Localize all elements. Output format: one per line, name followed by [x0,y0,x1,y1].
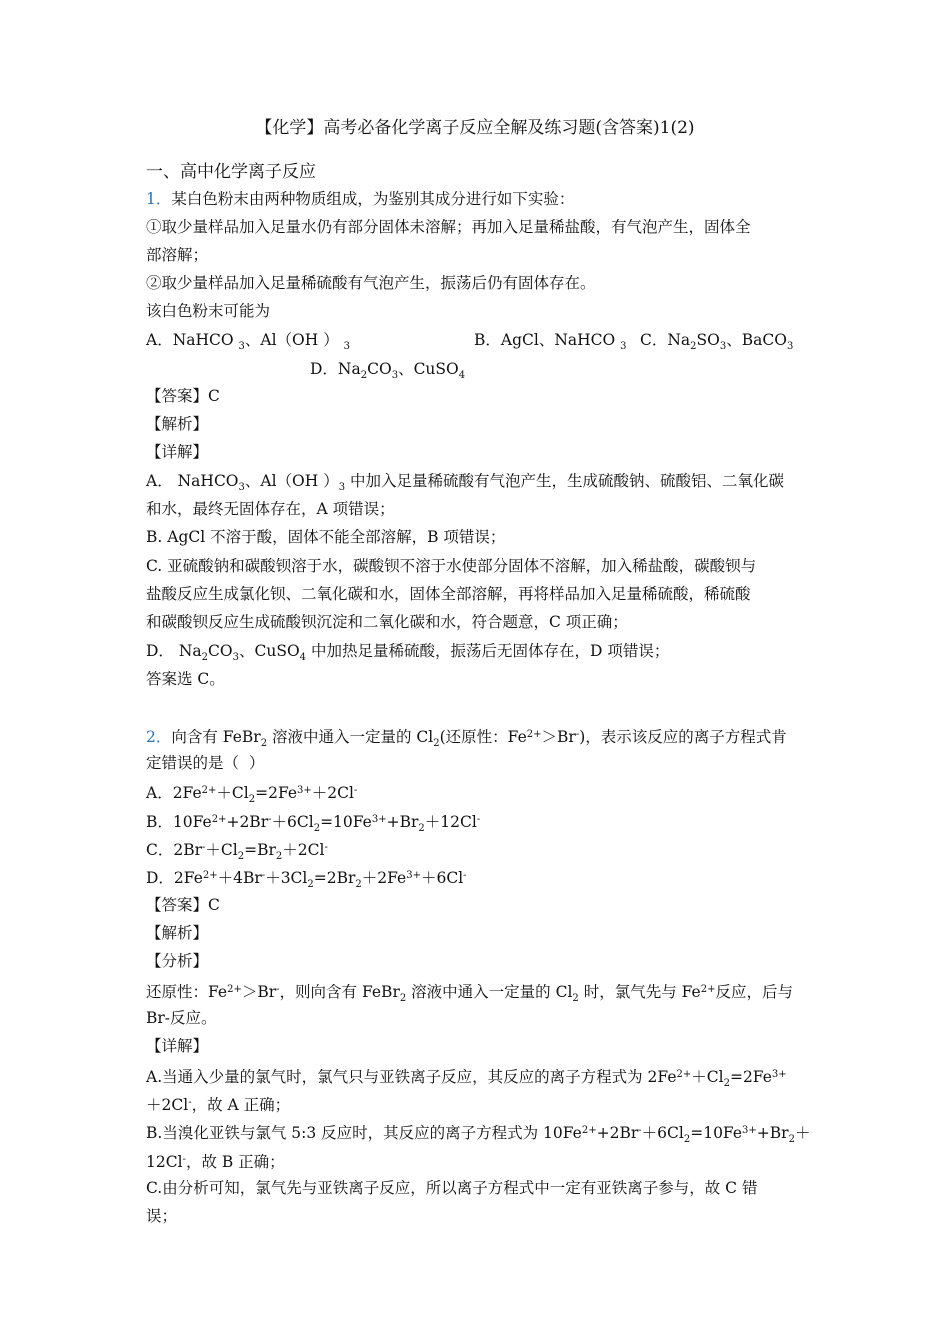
q2-explain-c-line2: 误； [146,1207,178,1225]
section-heading: 一、高中化学离子反应 [146,162,316,182]
q2-jiexi: 【解析】 [146,924,209,942]
q1-explain-b: B. AgCl 不溶于酸，固体不能全部溶解，B 项错误； [146,528,506,546]
q1-option-d: D．$Na_2CO_3$、CuSO$_4$ [310,360,466,381]
q2-option-b: B．$10Fe^{2+}+2Br^-+6Cl_2=10Fe^{3+}+Br_2+12Cl^-$ [146,813,481,834]
q1-option-c: C．$Na_2SO_3$、BaCO$_3$ [640,331,794,352]
q2-analysis-line1: 还原性：$Fe^{2+}>Br^-$，则向含有 FeBr$_2$ 溶液中通入一定量的 $Cl_2$ 时，氯气先与 $Fe^{2+}$反应，后与 [146,983,793,1004]
q1-step2: ②取少量样品加入足量稀硫酸有气泡产生，振荡后仍有固体存在。 [146,274,596,292]
q2-stem-line1: 2．向含有 FeBr$_2$ 溶液中通入一定量的 $Cl_2$(还原性：$Fe^{2+}>Br^-$)，表示该反应的离子方程式肯 [146,728,787,749]
q1-ask: 该白色粉末可能为 [146,302,271,320]
q1-option-a: A．NaHCO $_3$、Al（OH ） $_3$ [146,331,350,352]
q2-option-c: C．$2Br^-+Cl_2=Br_2+2Cl^-$ [146,841,328,862]
q2-analysis-line2: Br-反应。 [146,1009,217,1027]
q1-option-b: B．AgCl、NaHCO $_3$ [474,331,627,352]
q1-number: 1． [146,190,172,208]
q2-explain-b-line1: B.当溴化亚铁与氯气 5:3 反应时，其反应的离子方程式为 $10Fe^{2+}+2Br^-+6Cl_2=10Fe^{3+}+Br_2+$ [146,1124,811,1145]
q1-stem: 1．某白色粉末由两种物质组成，为鉴别其成分进行如下实验： [146,190,575,208]
q1-answer: 【答案】C [146,387,220,405]
q2-option-d: D．$2Fe^{2+}+4Br^-+3Cl_2=2Br_2+2Fe^{3+}+6Cl^-$ [146,869,467,890]
q2-xiangjie: 【详解】 [146,1037,209,1055]
q2-stem-line2: 定错误的是（ ） [146,754,265,772]
q2-explain-a-line1: A.当通入少量的氯气时，氯气只与亚铁离子反应，其反应的离子方程式为 $2Fe^{2+}+Cl_2=2Fe^{3+}$ [146,1068,787,1089]
q1-explain-c-line2: 盐酸反应生成氯化钡、二氧化碳和水，固体全部溶解，再将样品加入足量稀硫酸，稀硫酸 [146,585,751,603]
q2-option-a: A．$2Fe^{2+}+Cl_2=2Fe^{3+}+2Cl^-$ [146,784,358,805]
q2-number: 2． [146,728,172,746]
q2-explain-a-line2: ＋2Cl-，故 A 正确； [146,1096,291,1114]
q2-explain-b-line2: 12Cl-，故 B 正确； [146,1153,285,1171]
q1-step1-line1: ①取少量样品加入足量水仍有部分固体未溶解；再加入足量稀盐酸，有气泡产生，固体全 [146,218,751,236]
q1-final: 答案选 C。 [146,670,225,688]
q1-jiexi: 【解析】 [146,415,209,433]
doc-title: 【化学】高考必备化学离子反应全解及练习题(含答案)1(2) [255,118,695,138]
q1-explain-c-line3: 和碳酸钡反应生成硫酸钡沉淀和二氧化碳和水，符合题意，C 项正确； [146,613,628,631]
q1-explain-c-line1: C. 亚硫酸钠和碳酸钡溶于水，碳酸钡不溶于水使部分固体不溶解，加入稀盐酸，碳酸钡与 [146,557,757,575]
q1-xiangjie: 【详解】 [146,443,209,461]
q2-explain-c-line1: C.由分析可知，氯气先与亚铁离子反应，所以离子方程式中一定有亚铁离子参与，故 C 错 [146,1179,758,1197]
q2-answer: 【答案】C [146,896,220,914]
q1-explain-a-line2: 和水，最终无固体存在，A 项错误； [146,500,395,518]
q1-explain-d: D． $Na_2CO_3$、CuSO$_4$ 中加热足量稀硫酸，振荡后无固体存在，D 项错误； [146,642,670,663]
q1-explain-a-line1: A． NaHCO$_3$、Al（OH ）$_3$ 中加入足量稀硫酸有气泡产生，生成硫酸钠、硫酸铝、二氧化碳 [146,472,785,493]
q1-step1-line2: 部溶解； [146,246,209,264]
q2-fenxi: 【分析】 [146,952,209,970]
